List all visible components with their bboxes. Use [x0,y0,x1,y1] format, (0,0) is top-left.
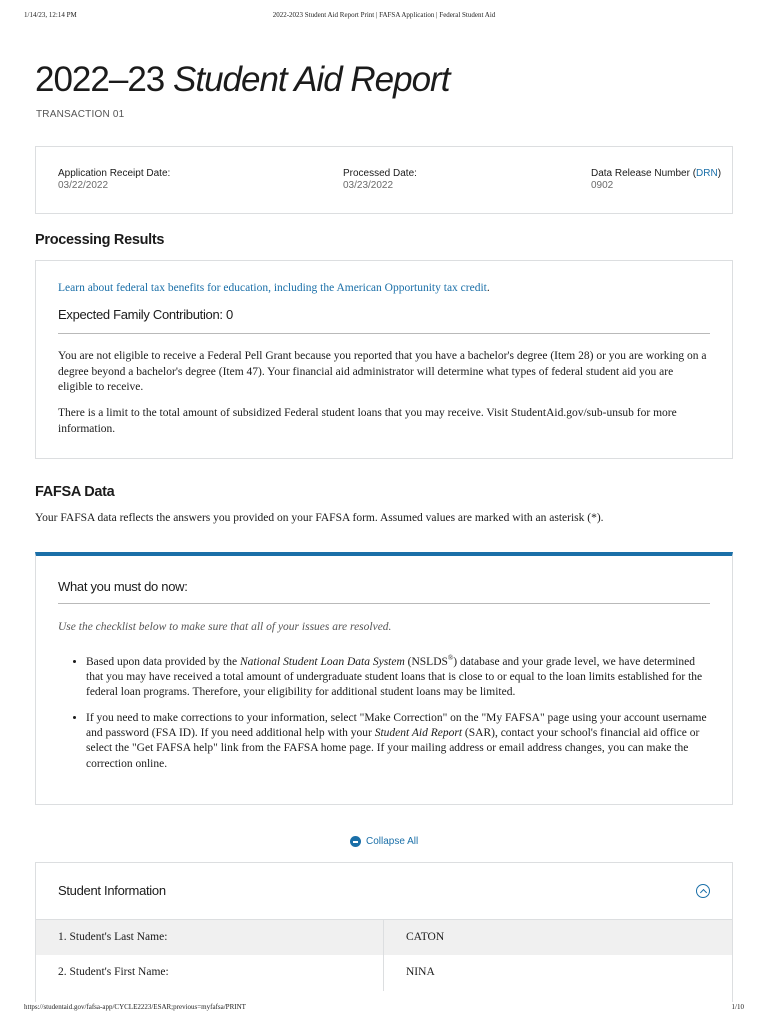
print-page-number: 1/10 [731,1003,744,1011]
processed-date-label: Processed Date: [343,168,417,179]
print-header [24,11,744,23]
table-row [36,955,732,991]
collapse-all-label: Collapse All [366,836,419,847]
todo-item-text: ) database and your grade level, we have determined that you may have received a total amount of undergraduate student loans that is close to or equal to the loan limits established for the federal loan programs. Therefore, your eligibility for additional student loans may be limited. [86,655,703,699]
processed-date-value: 03/23/2022 [343,180,394,191]
title-name: Student Aid Report [173,60,450,99]
receipt-date-label: Application Receipt Date: [58,168,171,179]
todo-item-text: If you need to make corrections to your information, select "Make Correction" on the "My FAFSA" page using your account username and password (FSA ID). If you need additional help with your [86,711,707,740]
row-label: 2. Student's First Name: [58,966,169,978]
column-divider [383,955,384,991]
todo-item-corrections [86,711,708,772]
fafsa-data-heading: FAFSA Data [35,484,115,500]
efc-heading: Expected Family Contribution: 0 [58,307,233,322]
print-url: https://studentaid.gov/fafsa-app/CYCLE2223/ESAR;previous=myfafsa/PRINT [24,1003,246,1011]
todo-heading: What you must do now: [58,579,188,594]
print-footer [24,1003,744,1015]
row-value: CATON [406,931,445,943]
todo-item-text: Based upon data provided by the [86,655,240,668]
pell-eligibility-text: You are not eligible to receive a Federal Pell Grant because you reported that you have a bachelor's degree (Item 28) or you are working on a degree beyond a bachelor's degree (Item 47). Your financial aid administrator will determine what types of federal student aid you are eligible to receive. [58,350,707,393]
tax-link-period: . [486,282,490,294]
todo-item-text: (SAR), contact your school's financial aid office or select the "Get FAFSA help" link from the FAFSA home page. If your mailing address or email address changes, you can make the correction online. [86,727,700,770]
todo-list [86,651,708,782]
todo-item-nslds [86,651,708,701]
collapse-all-button[interactable] [350,836,418,847]
page-title [35,60,449,100]
student-information-card [35,862,733,1002]
minus-circle-icon [350,836,361,847]
table-row [36,919,732,955]
todo-item-italic: Student Aid Report [374,727,463,740]
drn-link[interactable]: DRN [696,168,718,179]
processed-date [343,168,417,191]
drn-value: 0902 [591,180,614,191]
todo-item-italic: National Student Loan Data System [239,655,405,668]
student-information-heading[interactable]: Student Information [58,883,166,898]
loan-limit-text: There is a limit to the total amount of subsidized Federal student loans that you may receive. Visit StudentAid.gov/sub-unsub for more information. [58,407,677,435]
divider [58,333,710,334]
transaction-label: TRANSACTION 01 [36,109,125,120]
todo-card [35,552,733,805]
title-year: 2022–23 [35,60,165,99]
receipt-date [58,168,170,191]
chevron-up-icon[interactable] [696,884,710,898]
drn-label-post: ) [717,168,722,179]
fafsa-data-intro: Your FAFSA data reflects the answers you provided on your FAFSA form. Assumed values are marked with an asterisk (*). [35,512,604,524]
registered-mark: ® [447,654,454,662]
todo-item-text: (NSLDS [404,655,448,668]
drn-label [591,168,721,179]
receipt-date-value: 03/22/2022 [58,180,109,191]
todo-instruction: Use the checklist below to make sure that all of your issues are resolved. [58,621,392,633]
dates-card [35,146,733,214]
row-value: NINA [406,966,435,978]
print-datetime: 1/14/23, 12:14 PM [24,11,77,19]
row-label: 1. Student's Last Name: [58,931,168,943]
processing-results-card [35,260,733,459]
column-divider [383,920,384,955]
divider [58,603,710,604]
tax-benefits-link-wrap [58,282,490,294]
processing-results-heading: Processing Results [35,232,165,248]
print-page-title: 2022-2023 Student Aid Report Print | FAFSA Application | Federal Student Aid [272,11,496,19]
drn [591,168,721,191]
drn-label-pre: Data Release Number ( [591,168,697,179]
tax-benefits-link[interactable]: Learn about federal tax benefits for education, including the American Opportunity tax credit [58,282,487,294]
